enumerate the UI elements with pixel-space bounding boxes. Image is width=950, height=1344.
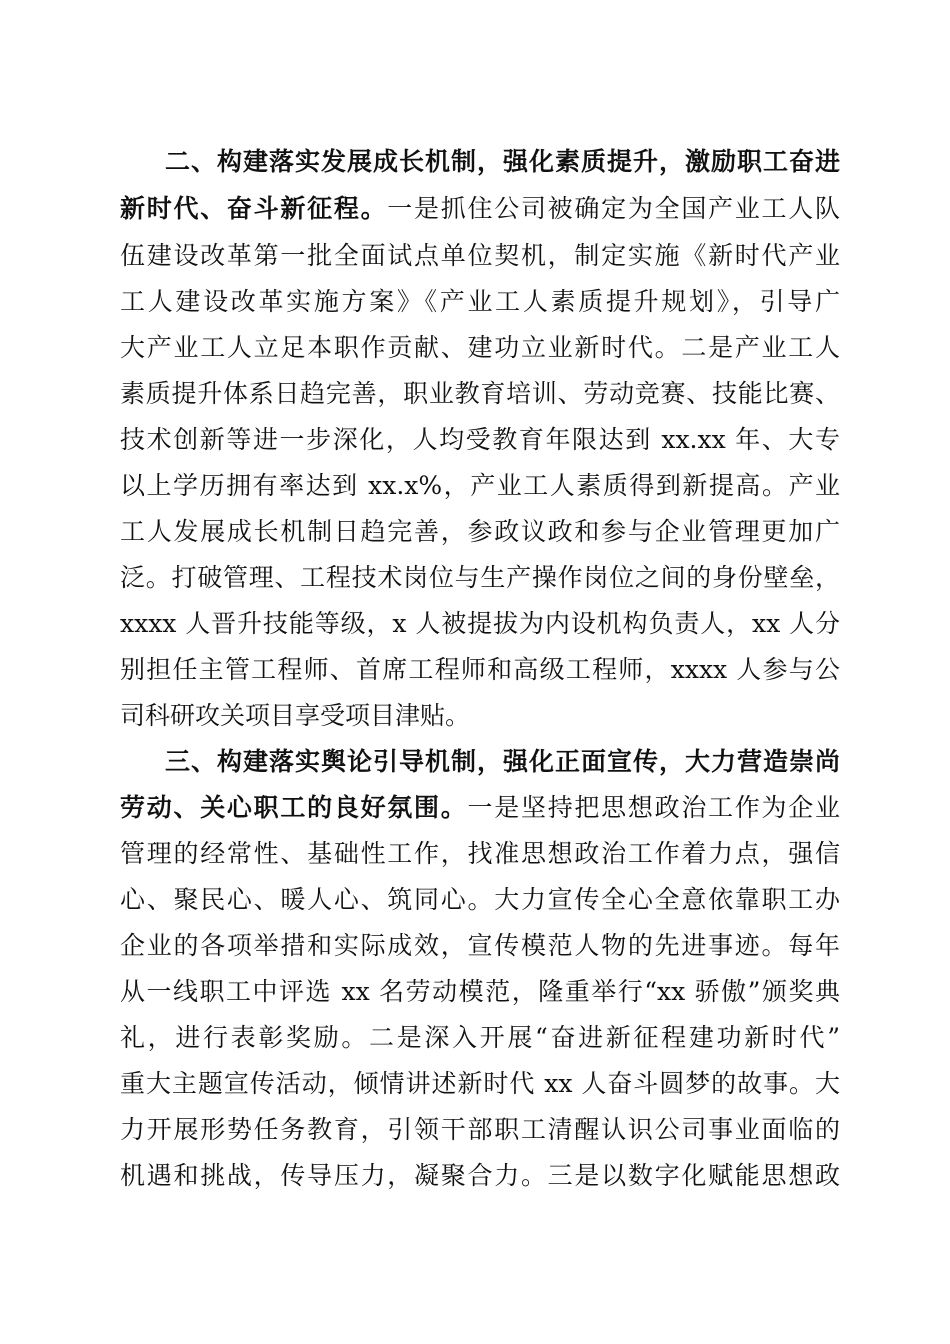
section2-line-2-text: 一是抓住公司被确定为全国产业工人队 xyxy=(387,194,840,223)
paragraph-line: 素质提升体系日趋完善，职业教育培训、劳动竞赛、技能比赛、 xyxy=(120,379,840,408)
paragraph-line: 重大主题宣传活动，倾情讲述新时代 xx 人奋斗圆梦的故事。大 xyxy=(120,1069,840,1098)
paragraph-line: 礼，进行表彰奖励。二是深入开展“奋进新征程建功新时代” xyxy=(120,1023,840,1052)
paragraph-line: xxxx 人晋升技能等级，x 人被提拔为内设机构负责人，xx 人分 xyxy=(120,609,840,638)
paragraph-line: 别担任主管工程师、首席工程师和高级工程师，xxxx 人参与公 xyxy=(120,655,840,684)
paragraph-line: 泛。打破管理、工程技术岗位与生产操作岗位之间的身份壁垒， xyxy=(120,563,840,592)
section3-line-2 xyxy=(120,788,840,828)
paragraph-line: 从一线职工中评选 xx 名劳动模范，隆重举行“xx 骄傲”颁奖典 xyxy=(120,977,840,1006)
paragraph-line: 力开展形势任务教育，引领干部职工清醒认识公司事业面临的 xyxy=(120,1115,840,1144)
section3-heading: 三、构建落实舆论引导机制，强化正面宣传，大力营造崇尚 xyxy=(165,747,840,776)
paragraph-line: 管理的经常性、基础性工作，找准思想政治工作着力点，强信 xyxy=(120,839,840,868)
paragraph-line: 工人建设改革实施方案》《产业工人素质提升规划》，引导广 xyxy=(120,287,840,316)
paragraph-line: 司科研攻关项目享受项目津贴。 xyxy=(120,701,471,730)
section2-heading: 二、构建落实发展成长机制，强化素质提升，激励职工奋进 xyxy=(165,147,840,176)
paragraph-line: 心、聚民心、暖人心、筑同心。大力宣传全心全意依靠职工办 xyxy=(120,885,840,914)
section3-line-2-text: 一是坚持把思想政治工作为企业 xyxy=(467,793,840,822)
paragraph-line: 机遇和挑战，传导压力，凝聚合力。三是以数字化赋能思想政 xyxy=(120,1161,840,1190)
paragraph-line: 伍建设改革第一批全面试点单位契机，制定实施《新时代产业 xyxy=(120,241,840,270)
section3-heading-continued: 劳动、关心职工的良好氛围。 xyxy=(120,793,468,822)
section2-heading-continued: 新时代、奋斗新征程。 xyxy=(120,194,388,223)
section2-line-2 xyxy=(120,189,840,229)
paragraph-line: 企业的各项举措和实际成效，宣传模范人物的先进事迹。每年 xyxy=(120,931,840,960)
paragraph-line: 大产业工人立足本职作贡献、建功立业新时代。二是产业工人 xyxy=(120,333,840,362)
paragraph-line: 工人发展成长机制日趋完善，参政议政和参与企业管理更加广 xyxy=(120,517,840,546)
paragraph-line: 以上学历拥有率达到 xx.x%，产业工人素质得到新提高。产业 xyxy=(120,471,840,500)
paragraph-line: 技术创新等进一步深化，人均受教育年限达到 xx.xx 年、大专 xyxy=(120,425,840,454)
